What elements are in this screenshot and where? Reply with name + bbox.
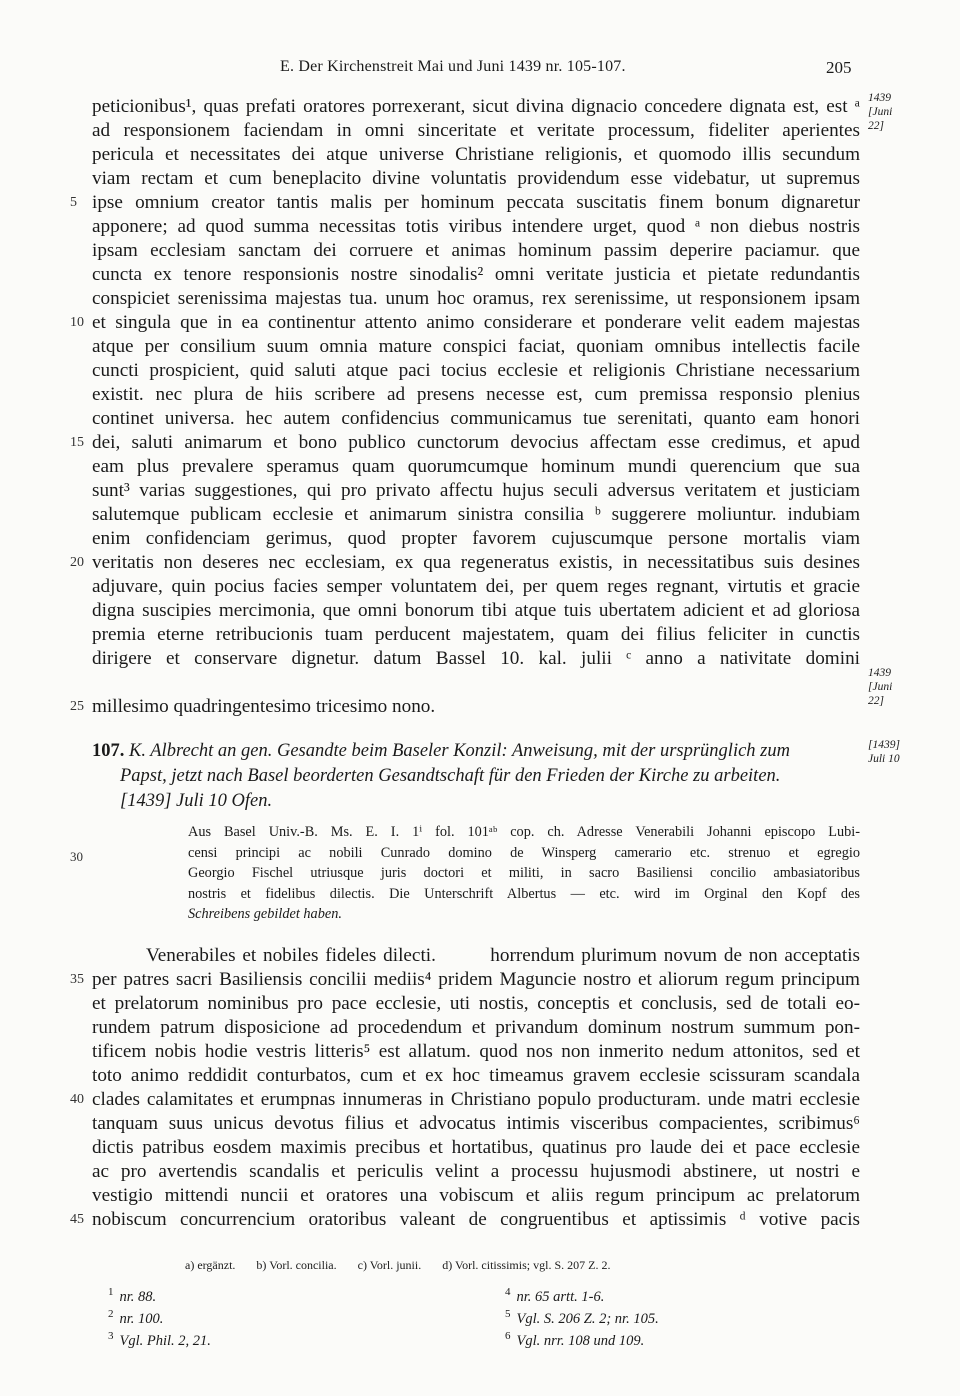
body-line: enim confidenciam gerimus, quod propter favorem cujuscumque persone mortalis viam xyxy=(92,528,860,549)
document-heading-line: [1439] Juli 10 Ofen. xyxy=(120,791,273,811)
footnote-mark: 6 xyxy=(505,1330,511,1342)
body-line: veritatis non deseres nec ecclesiam, ex qua regeneratus existis, in necessitatibus suis desines xyxy=(92,552,860,573)
margin-date-note: 1439 [Juni 22] xyxy=(868,667,893,707)
line-number: 25 xyxy=(70,699,84,714)
source-note-line: censi principi ac nobili Cunrado domino de Winsperg camerario etc. strenuo et egregio xyxy=(188,845,860,861)
body-line: digna suscipies mercimonia, que omni bonorum tibi atque tuis ubertatem adicient et ad gloriosa xyxy=(92,600,860,621)
footnote-mark: 3 xyxy=(108,1330,114,1342)
document-heading xyxy=(92,740,860,763)
textual-note: c) Vorl. junii. xyxy=(357,1258,422,1272)
body-line: tanquam suus unicus devotus filius et advocatus intimis visceribus compacientes, scribimus⁶ xyxy=(92,1113,860,1134)
body-line: sunt³ varias suggestiones, qui pro privato affectu hujus seculi adversus veritatem et justiciam xyxy=(92,480,860,501)
footnote xyxy=(108,1308,163,1328)
line-number: 35 xyxy=(70,972,84,987)
body-line: ipsam ecclesiam sanctam dei corruere et animas hominum passim deperire paciamur. que xyxy=(92,240,860,261)
body-line: conspiciet serenissima majestas tua. unum hoc oramus, rex serenissime, ut responsionem ipsam xyxy=(92,288,860,309)
footnote-mark: 1 xyxy=(108,1286,114,1298)
body-line: premia eterne retribucionis tuam perducent majestatem, quam dei filius feliciter in cunctis xyxy=(92,624,860,645)
margin-date-note: 1439 [Juni 22] xyxy=(868,92,893,132)
line-number: 5 xyxy=(70,195,77,210)
document-heading-line: Papst, jetzt nach Basel beorderten Gesandtschaft für den Frieden der Kirche zu arbeiten. xyxy=(120,766,781,786)
textual-note: a) ergänzt. xyxy=(185,1258,236,1272)
body-line: Venerabiles et nobiles fideles dilecti. horrendum plurimum novum de non acceptatis xyxy=(92,945,860,966)
body-line: existit. nec plura de hiis scribere ad presens necesse est, cum premissa responsio plenius xyxy=(92,384,860,405)
footnote xyxy=(505,1330,644,1350)
body-line: dirigere et conservare dignetur. datum Bassel 10. kal. julii ᶜ anno a nativitate domini xyxy=(92,648,860,669)
body-line: tificem nobis hodie vestris litteris⁵ est allatum. quod nos non inmerito nedum attonitos, sed et xyxy=(92,1041,860,1062)
footnote-text: nr. 65 artt. 1-6. xyxy=(516,1288,605,1305)
body-line: viam rectam et cum beneplacito divine voluntatis providendum esse videbatur, ut supremus xyxy=(92,168,860,189)
body-line: pericula et necessitates dei atque universe Christiane religionis, et quomodo illis secundum xyxy=(92,144,860,165)
document-number: 107. xyxy=(92,741,125,761)
footnote-text: nr. 88. xyxy=(119,1288,157,1305)
body-line: nobiscum concurrencium oratoribus valeant de congruentibus et aptissimis ᵈ votive pacis xyxy=(92,1209,860,1230)
body-line: rundem patrum disposicione ad procedendum et privandum dominum nostrum summum pon- xyxy=(92,1017,860,1038)
body-line: cuncta ex tenore responsionis nostre sinodalis² omni veritate justicia et pietate redundantis xyxy=(92,264,860,285)
footnote-mark: 5 xyxy=(505,1308,511,1320)
body-line: clades calamitates et erumpnas innumeras in Christiano populo producturam. unde matri ecclesie xyxy=(92,1089,860,1110)
page-number: 205 xyxy=(826,58,852,77)
body-line: ac pro avertendis scandalis et periculis velint a processu hujusmodi abstinere, ut nostri e xyxy=(92,1161,860,1182)
body-line: millesimo quadringentesimo tricesimo nono. xyxy=(92,696,436,717)
page-header xyxy=(0,58,960,82)
line-number: 20 xyxy=(70,555,84,570)
body-line: cuncti prospicient, quid saluti atque paci tocius ecclesie et religionis Christiane necessarium xyxy=(92,360,860,381)
document-heading-text: K. Albrecht an gen. Gesandte beim Baseler Konzil: Anweisung, mit der ursprünglich zum xyxy=(129,741,790,761)
textual-note: d) Vorl. citissimis; vgl. S. 207 Z. 2. xyxy=(442,1258,611,1272)
footnote-text: Vgl. nrr. 108 und 109. xyxy=(516,1332,645,1349)
source-note-line: Schreibens gebildet haben. xyxy=(188,906,342,922)
body-line: salutemque publicam ecclesie et animarum sinistra consilia ᵇ suggerere moliuntur. indubiam xyxy=(92,504,860,525)
body-line: ad responsionem faciendam in omni sinceritate et veritate processum, fideliter aperientes xyxy=(92,120,860,141)
footnote xyxy=(505,1308,659,1328)
body-line: et prelatorum nominibus pro pace ecclesie, uti nostis, conceptis et conclusis, sed de totali eo- xyxy=(92,993,860,1014)
body-line: peticionibus¹, quas prefati oratores porrexerant, sicut divina dignacio concedere dignata est, est ᵃ xyxy=(92,96,860,117)
footnote-text: nr. 100. xyxy=(119,1310,164,1327)
footnote xyxy=(108,1330,211,1350)
textual-note: b) Vorl. concilia. xyxy=(256,1258,337,1272)
line-number: 45 xyxy=(70,1212,84,1227)
body-line: dictis patribus eosdem maximis precibus et hortatibus, quatinus pro laude dei et pace ecclesie xyxy=(92,1137,860,1158)
footnote xyxy=(505,1286,604,1306)
footnote-mark: 4 xyxy=(505,1286,511,1298)
line-number: 40 xyxy=(70,1092,84,1107)
textual-notes xyxy=(185,1258,628,1273)
source-note-line: Georgio Fischel utriusque juris doctori et militi, in sacro Basiliensi concilio ambasiatoribus xyxy=(188,865,860,881)
body-line: adjuvare, quin pocius facies semper voluntatem dei, per quem reges regnant, virtutis et gracie xyxy=(92,576,860,597)
footnote xyxy=(108,1286,156,1306)
body-line: et singula que in ea continentur attento animo considerare et ponderare velit eadem majestas xyxy=(92,312,860,333)
body-line: apponere; ad quod summa necessitas totis viribus intendere urget, quod ᵃ non diebus nostris xyxy=(92,216,860,237)
source-note-line: Aus Basel Univ.-B. Ms. E. I. 1ⁱ fol. 101ᵃᵇ cop. ch. Adresse Venerabili Johanni episcopo Lubi- xyxy=(188,824,860,840)
footnote-text: Vgl. Phil. 2, 21. xyxy=(119,1332,211,1349)
source-note-line: nostris et fidelibus dilectis. Die Unterschrift Albertus — etc. wird im Orginal den Kopf des xyxy=(188,886,860,902)
footnote-mark: 2 xyxy=(108,1308,114,1320)
running-title: E. Der Kirchenstreit Mai und Juni 1439 nr. 105-107. xyxy=(280,58,626,75)
line-number: 15 xyxy=(70,435,84,450)
margin-date-note: [1439] Juli 10 xyxy=(868,739,900,765)
line-number: 10 xyxy=(70,315,84,330)
body-line: atque per consilium suum omnia mature conspici faciat, quoniam omnibus intellectis facile xyxy=(92,336,860,357)
body-line: per patres sacri Basiliensis concilii mediis⁴ pridem Maguncie nostro et aliorum regum principum xyxy=(92,969,860,990)
body-line: dei, saluti animarum et bono publico cunctorum devocius affectam esse credimus, et apud xyxy=(92,432,860,453)
body-line: ipse omnium creator tantis malis per hominum peccata suscitatis finem bonum dignaretur xyxy=(92,192,860,213)
footnote-text: Vgl. S. 206 Z. 2; nr. 105. xyxy=(516,1310,659,1327)
body-line: vestigio mittendi nuncii et oratores una vobiscum et aliis regum principum ac prelatorum xyxy=(92,1185,860,1206)
body-line: toto animo reddidit conturbatos, cum et ex hoc timeamus gravem ecclesie scissuram scandala xyxy=(92,1065,860,1086)
body-line: continet universa. hec autem confidencius communicamus tue serenitati, quanto eam honori xyxy=(92,408,860,429)
body-line: eam plus prevalere speramus quam quorumcumque hominum mundi querencium que sua xyxy=(92,456,860,477)
line-number: 30 xyxy=(70,849,83,864)
